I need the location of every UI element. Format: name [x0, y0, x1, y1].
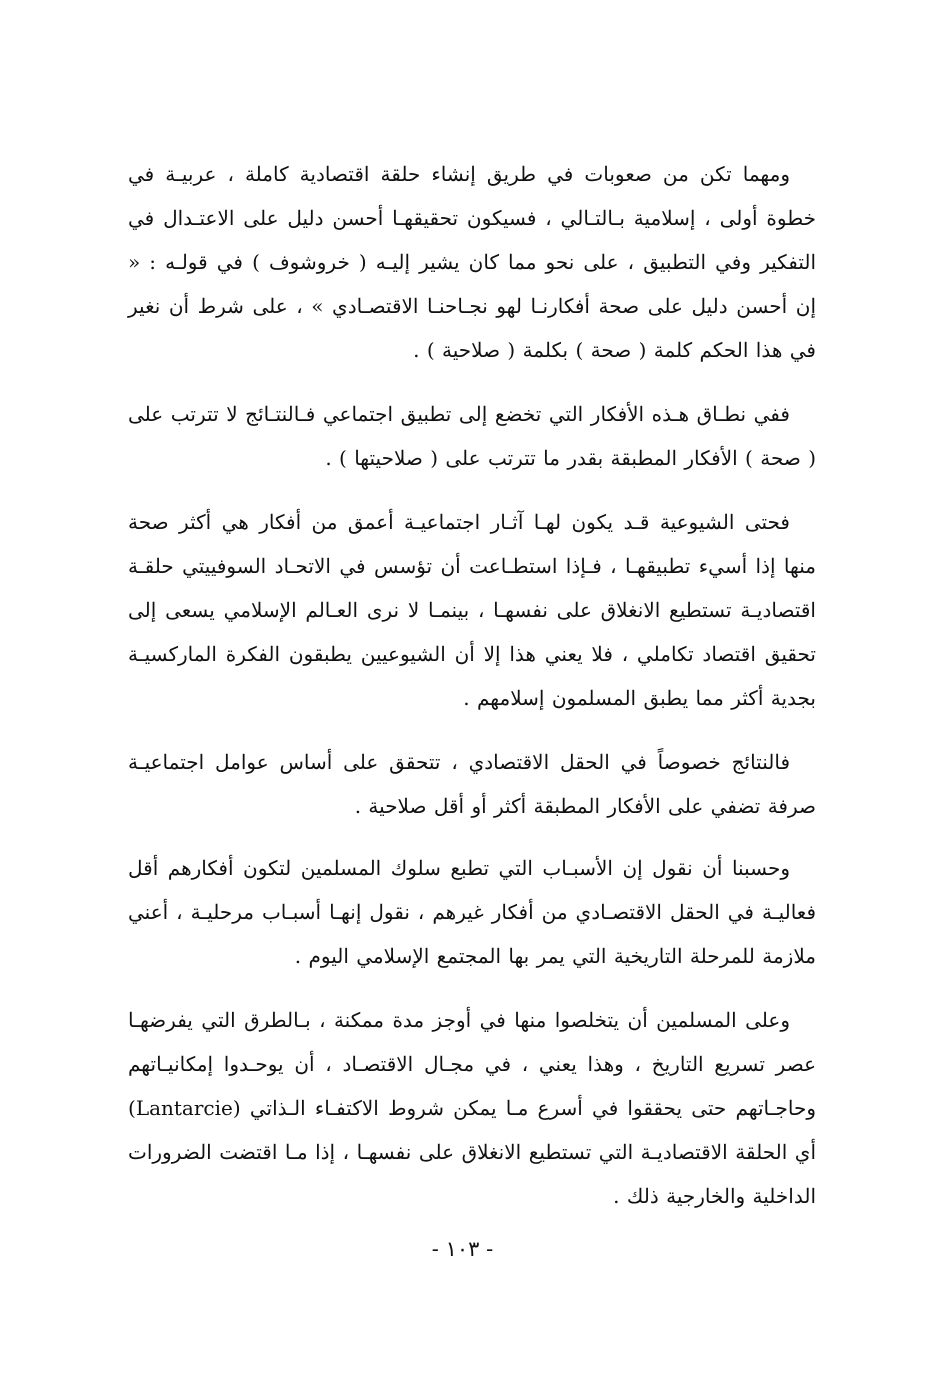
paragraph-1: ومهما تكن من صعوبات في طريق إنشاء حلقة اقتصادية كاملة ، عربيـة في خطوة أولى ، إسلامية بـالتـالي ، فسيكون تحقيقهـا أحسن دليل على الاعتـدال في التفكير وفي التطبيق ، على نحو مما كان يشير إليـه ( خروشوف ) في قولـه : « إن أحسن دليل على صحة أفكارنـا لهو نجـاحنـا الاقتصـادي » ، على شرط أن نغير في هذا الحكم كلمة ( صحة ) بكلمة ( صلاحية ) .: [128, 162, 816, 362]
page-number: - ١٠٣ -: [431, 1237, 494, 1261]
body-text: [128, 152, 816, 1238]
paragraph-3: فحتى الشيوعية قـد يكون لهـا آثـار اجتماعيـة أعمق من أفكار هي أكثر صحة منها إذا أسيء تطبيقهـا ، فـإذا استطـاعت أن تؤسس في الاتحـاد السوفييتي حلقـة اقتصاديـة تستطيع الانغلاق على نفسهـا ، بينمـا لا نرى العـالم الإسلامي يسعى إلى تحقيق اقتصاد تكاملي ، فلا يعني هذا إلا أن الشيوعيين يطبقون الفكرة الماركسيـة بجدية أكثر مما يطبق المسلمون إسلامهم .: [128, 510, 816, 710]
paragraph-4: فالنتائج خصوصاً في الحقل الاقتصادي ، تتحقق على أساس عوامل اجتماعيـة صرفة تضفي على الأفكار المطبقة أكثر أو أقل صلاحية .: [128, 750, 816, 818]
paragraph-5: وحسبنا أن نقول إن الأسبـاب التي تطبع سلوك المسلمين لتكون أفكارهم أقل فعاليـة في الحقل الاقتصـادي من أفكار غيرهم ، نقول إنهـا أسبـاب مرحليـة ، أعني ملازمة للمرحلة التاريخية التي يمر بها المجتمع الإسلامي اليوم .: [128, 856, 816, 968]
paragraph-6: وعلى المسلمين أن يتخلصوا منها في أوجز مدة ممكنة ، بـالطرق التي يفرضهـا عصر تسريع التاريخ ، وهذا يعني ، في مجـال الاقتصـاد ، أن يوحـدوا إمكانيـاتهم وحاجـاتهم حتى يحققوا في أسرع مـا يمكن شروط الاكتفـاء الـذاتي (Lantarcie) أي الحلقة الاقتصاديـة التي تستطيع الانغلاق على نفسهـا ، إذا مـا اقتضت الضرورات الداخلية والخارجية ذلك .: [128, 1008, 816, 1208]
paragraph-2: ففي نطـاق هـذه الأفكار التي تخضع إلى تطبيق اجتماعي فـالنتـائج لا تترتب على ( صحة ) الأفكار المطبقة بقدر ما تترتب على ( صلاحيتها ) .: [128, 402, 816, 470]
